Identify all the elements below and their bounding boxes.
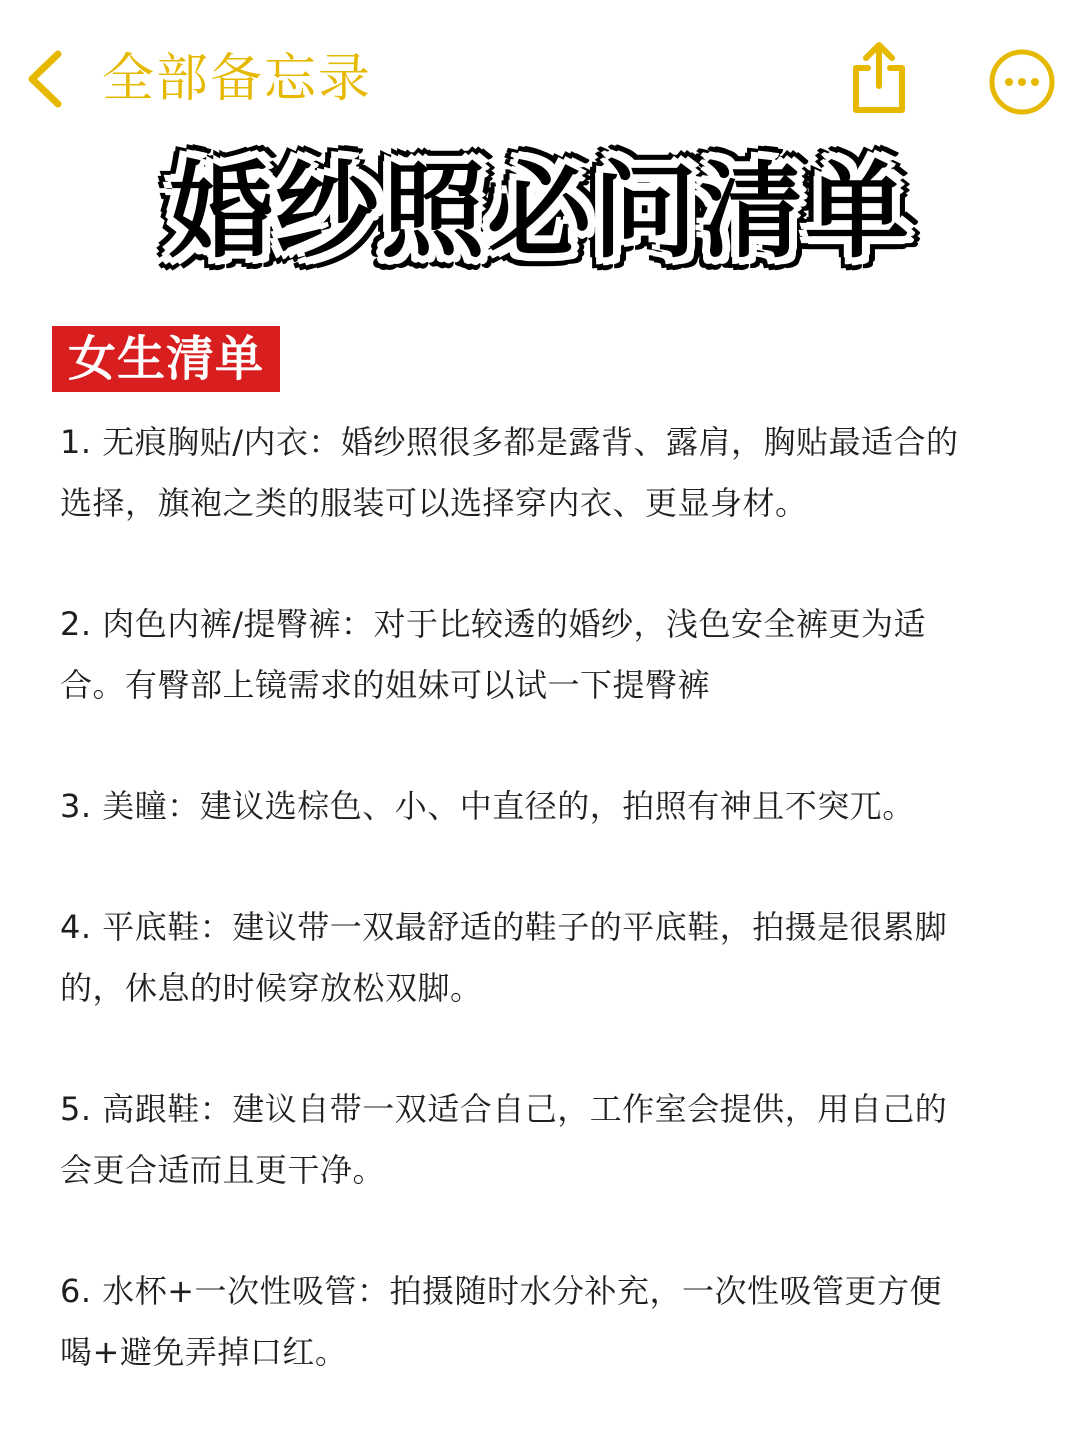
checklist <box>60 412 960 1443</box>
more-button[interactable] <box>988 48 1056 116</box>
title-area <box>0 136 1080 286</box>
section-badge: 女生清单 <box>52 326 280 392</box>
share-button[interactable] <box>846 40 912 116</box>
back-label: 全部备忘录 <box>102 49 373 109</box>
list-item: 6. 水杯+一次性吸管：拍摄随时水分补充，一次性吸管更方便喝+避免弄掉口红。 <box>60 1272 943 1371</box>
list-item: 2. 肉色内裤/提臀裤：对于比较透的婚纱，浅色安全裤更为适合。有臀部上镜需求的姐妹可以试一下提臀裤 <box>60 605 926 704</box>
chevron-left-icon <box>22 46 66 112</box>
list-item: 3. 美瞳：建议选棕色、小、中直径的，拍照有神且不突兀。 <box>60 787 915 825</box>
page-title: 婚纱照必问清单 <box>168 150 911 272</box>
more-icon <box>988 48 1056 116</box>
back-button[interactable] <box>22 46 372 112</box>
list-item: 5. 高跟鞋：建议自带一双适合自己，工作室会提供，用自己的会更合适而且更干净。 <box>60 1090 948 1189</box>
share-icon <box>846 40 912 116</box>
list-item: 1. 无痕胸贴/内衣：婚纱照很多都是露背、露肩，胸贴最适合的选择，旗袍之类的服装可以选择穿内衣、更显身材。 <box>60 423 959 522</box>
list-item: 4. 平底鞋：建议带一双最舒适的鞋子的平底鞋，拍摄是很累脚的，休息的时候穿放松双脚。 <box>60 908 948 1007</box>
